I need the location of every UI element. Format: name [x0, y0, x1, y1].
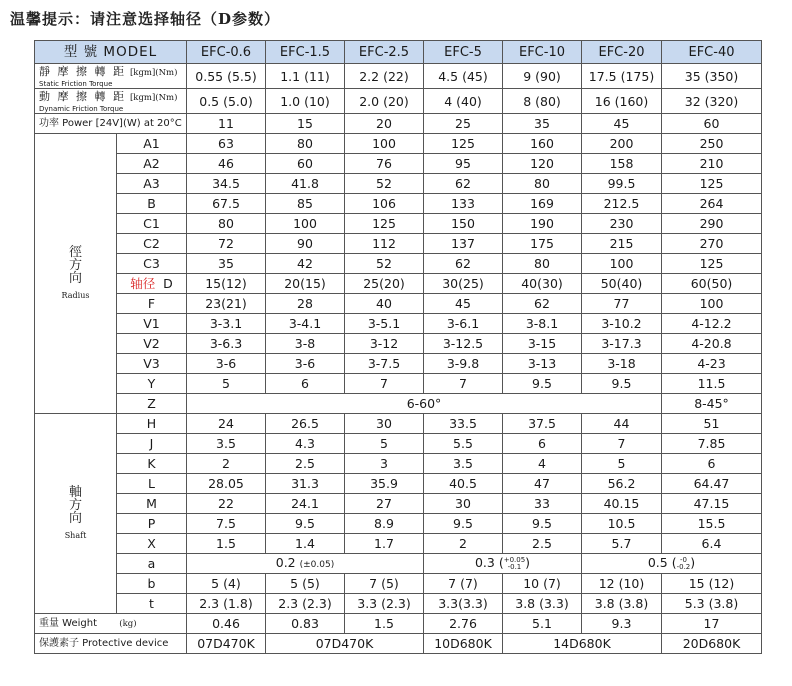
value-cell: 5	[187, 374, 266, 394]
value-cell: 35	[503, 114, 582, 134]
row-label: F	[117, 294, 187, 314]
row-label: V3	[117, 354, 187, 374]
value-cell: 3-6	[187, 354, 266, 374]
value-cell: 32 (320)	[662, 89, 762, 114]
value-cell: 23(21)	[187, 294, 266, 314]
value-cell: 4	[503, 454, 582, 474]
row-label: C2	[117, 234, 187, 254]
value-cell: 3-6.1	[424, 314, 503, 334]
value-cell: 30	[345, 414, 424, 434]
table-row	[35, 354, 762, 374]
merged-cell	[187, 554, 424, 574]
value-cell: 95	[424, 154, 503, 174]
value-cell: 72	[187, 234, 266, 254]
value-cell: 125	[662, 254, 762, 274]
value-cell: 40	[345, 294, 424, 314]
value-cell: 200	[582, 134, 662, 154]
table-row	[35, 554, 762, 574]
value-cell: 28	[266, 294, 345, 314]
value-cell: 8 (80)	[503, 89, 582, 114]
value-cell: 80	[503, 174, 582, 194]
value-cell: 34.5	[187, 174, 266, 194]
group-en: Shaft	[64, 530, 87, 540]
value-cell: 3.8 (3.8)	[582, 594, 662, 614]
table-row	[35, 594, 762, 614]
value-cell: 62	[424, 254, 503, 274]
table-row	[35, 274, 762, 294]
row-label	[117, 274, 187, 294]
row-label: B	[117, 194, 187, 214]
value-cell: 0.83	[266, 614, 345, 634]
power-label: 功率 Power [24V](W) at 20°C	[35, 114, 187, 134]
unit-label: [kgm](Nm)	[129, 68, 178, 78]
model-name: EFC-1.5	[266, 41, 345, 64]
value-cell: 80	[187, 214, 266, 234]
value-cell: 30	[424, 494, 503, 514]
value-cell: 46	[187, 154, 266, 174]
value-cell: 25	[424, 114, 503, 134]
value-cell: 60(50)	[662, 274, 762, 294]
table-row	[35, 174, 762, 194]
value-cell: 76	[345, 154, 424, 174]
value-cell: 212.5	[582, 194, 662, 214]
table-row	[35, 394, 762, 414]
table-row	[35, 494, 762, 514]
group-char: 徑	[68, 244, 82, 260]
value-cell: 190	[503, 214, 582, 234]
group-char: 方	[68, 497, 82, 513]
value-cell: 3-6.3	[187, 334, 266, 354]
value-cell: 24.1	[266, 494, 345, 514]
value-cell: 9.5	[266, 514, 345, 534]
row-label: t	[117, 594, 187, 614]
value-cell: 44	[582, 414, 662, 434]
table-row	[35, 154, 762, 174]
merged-cell: 0.3 ( +0.05 -0.1 )	[424, 554, 582, 574]
value-cell: 17.5 (175)	[582, 64, 662, 89]
value-cell: 3-7.5	[345, 354, 424, 374]
row-label: Y	[117, 374, 187, 394]
value-cell: 12 (10)	[582, 574, 662, 594]
table-row	[35, 314, 762, 334]
value-cell: 56.2	[582, 474, 662, 494]
value-cell: 7.85	[662, 434, 762, 454]
value-cell: 3.3(3.3)	[424, 594, 503, 614]
value-cell: 137	[424, 234, 503, 254]
value-cell: 0.55 (5.5)	[187, 64, 266, 89]
value-cell: 2.0 (20)	[345, 89, 424, 114]
row-label: a	[117, 554, 187, 574]
row-label: K	[117, 454, 187, 474]
value-cell: 25(20)	[345, 274, 424, 294]
value-cell: 45	[582, 114, 662, 134]
row-label: Z	[117, 394, 187, 414]
value-cell: 4.5 (45)	[424, 64, 503, 89]
value-cell: 26.5	[266, 414, 345, 434]
model-name: EFC-2.5	[345, 41, 424, 64]
value-cell: 3-13	[503, 354, 582, 374]
table-row	[35, 534, 762, 554]
table-row	[35, 634, 762, 654]
value-cell: 11	[187, 114, 266, 134]
table-row	[35, 89, 762, 114]
value-cell: 3.3 (2.3)	[345, 594, 424, 614]
value-cell: 30(25)	[424, 274, 503, 294]
value-cell: 3-8	[266, 334, 345, 354]
table-row	[35, 614, 762, 634]
value-cell: 67.5	[187, 194, 266, 214]
value-cell: 3-17.3	[582, 334, 662, 354]
row-label: b	[117, 574, 187, 594]
model-name: EFC-10	[503, 41, 582, 64]
value-cell: 125	[345, 214, 424, 234]
value-cell: 16 (160)	[582, 89, 662, 114]
value-cell: 35	[187, 254, 266, 274]
value-cell: 62	[503, 294, 582, 314]
protective-label: 保護素子 Protective device	[35, 634, 187, 654]
value-cell: 5	[345, 434, 424, 454]
value-cell: 4.3	[266, 434, 345, 454]
tolerance: (±0.05)	[299, 559, 335, 570]
value-cell: 100	[582, 254, 662, 274]
value-cell: 106	[345, 194, 424, 214]
value-cell: 3-12.5	[424, 334, 503, 354]
group-char: 軸	[68, 484, 82, 500]
tol-bottom: -0.2	[676, 562, 691, 571]
value-cell: 0.46	[187, 614, 266, 634]
value-cell: 133	[424, 194, 503, 214]
value-cell: 4 (40)	[424, 89, 503, 114]
row-label: A2	[117, 154, 187, 174]
value-cell: 7 (5)	[345, 574, 424, 594]
value-cell: 50(40)	[582, 274, 662, 294]
value-cell: 52	[345, 254, 424, 274]
value-cell: 5.1	[503, 614, 582, 634]
value-cell: 158	[582, 154, 662, 174]
value-cell: 264	[662, 194, 762, 214]
value-cell: 120	[503, 154, 582, 174]
value-cell: 6	[503, 434, 582, 454]
value-cell: 7	[582, 434, 662, 454]
table-row	[35, 334, 762, 354]
value-cell: 7	[345, 374, 424, 394]
value-cell: 160	[503, 134, 582, 154]
value-cell: 20	[345, 114, 424, 134]
value-cell: 40.15	[582, 494, 662, 514]
model-name: EFC-40	[662, 41, 762, 64]
table-row	[35, 41, 762, 64]
value-cell: 27	[345, 494, 424, 514]
value-cell: 125	[424, 134, 503, 154]
row-label: C3	[117, 254, 187, 274]
table-row	[35, 434, 762, 454]
shaft-diameter-label: 轴径	[130, 276, 156, 291]
value-cell: 215	[582, 234, 662, 254]
shaft-group-label	[35, 414, 117, 614]
static-torque-label	[35, 64, 187, 89]
row-label: A3	[117, 174, 187, 194]
value-cell: 9.5	[582, 374, 662, 394]
row-label: A1	[117, 134, 187, 154]
table-row	[35, 64, 762, 89]
value-cell: 2.2 (22)	[345, 64, 424, 89]
value-cell: 64.47	[662, 474, 762, 494]
row-label: J	[117, 434, 187, 454]
value-cell: 2.3 (2.3)	[266, 594, 345, 614]
tol-bottom: -0.1	[507, 562, 522, 571]
value-cell: 230	[582, 214, 662, 234]
table-row	[35, 414, 762, 434]
value-cell: 15	[266, 114, 345, 134]
table-row	[35, 234, 762, 254]
table-row	[35, 214, 762, 234]
row-label: P	[117, 514, 187, 534]
value-cell: 60	[662, 114, 762, 134]
value-cell: 5	[582, 454, 662, 474]
value-cell: 6	[662, 454, 762, 474]
merged-cell: 6-60°	[187, 394, 662, 414]
unit-label: (kg)	[119, 618, 137, 629]
value-cell: 7 (7)	[424, 574, 503, 594]
value-cell: 8.9	[345, 514, 424, 534]
dynamic-torque-label	[35, 89, 187, 114]
group-char: 方	[68, 257, 82, 273]
value-cell: 47.15	[662, 494, 762, 514]
table-row	[35, 134, 762, 154]
table-row	[35, 454, 762, 474]
value-cell: 15 (12)	[662, 574, 762, 594]
value-cell: 07D470K	[266, 634, 424, 654]
value-cell: 33.5	[424, 414, 503, 434]
label-en: Static Friction Torque	[39, 80, 113, 88]
value-cell: 35 (350)	[662, 64, 762, 89]
value-cell: 17	[662, 614, 762, 634]
table-row	[35, 114, 762, 134]
value-cell: 40(30)	[503, 274, 582, 294]
group-char: 向	[68, 270, 82, 286]
value-cell: 2.5	[503, 534, 582, 554]
value-cell: 63	[187, 134, 266, 154]
row-label: V1	[117, 314, 187, 334]
value-cell: 1.4	[266, 534, 345, 554]
value-cell: 3-3.1	[187, 314, 266, 334]
value-cell: 85	[266, 194, 345, 214]
value-cell: 42	[266, 254, 345, 274]
model-name: EFC-0.6	[187, 41, 266, 64]
value-cell: 15.5	[662, 514, 762, 534]
row-label: H	[117, 414, 187, 434]
value-cell: 1.5	[187, 534, 266, 554]
value-cell: 3-6	[266, 354, 345, 374]
table-row	[35, 254, 762, 274]
group-char: 向	[68, 510, 82, 526]
value-cell: 4-12.2	[662, 314, 762, 334]
value-cell: 7.5	[187, 514, 266, 534]
label-en: Dynamic Friction Torque	[39, 105, 124, 113]
value-cell: 5.3 (3.8)	[662, 594, 762, 614]
label-zh: 動 摩 擦 轉 距	[39, 90, 126, 103]
value-cell: 3-4.1	[266, 314, 345, 334]
value-cell: 40.5	[424, 474, 503, 494]
table-row	[35, 514, 762, 534]
value-cell: 270	[662, 234, 762, 254]
value-cell: 150	[424, 214, 503, 234]
value-cell: 10D680K	[424, 634, 503, 654]
value-cell: 24	[187, 414, 266, 434]
value-cell: 5.5	[424, 434, 503, 454]
value-cell: 3.5	[187, 434, 266, 454]
value-cell: 5 (4)	[187, 574, 266, 594]
value-cell: 3-10.2	[582, 314, 662, 334]
value-cell: 80	[266, 134, 345, 154]
value-cell: 9.5	[503, 374, 582, 394]
table-row	[35, 374, 762, 394]
value-cell: 35.9	[345, 474, 424, 494]
model-name: EFC-5	[424, 41, 503, 64]
value-cell: 3.5	[424, 454, 503, 474]
group-en: Radius	[61, 290, 90, 300]
value-cell: 100	[662, 294, 762, 314]
value-cell: 5 (5)	[266, 574, 345, 594]
value-cell: 6	[266, 374, 345, 394]
value-cell: 3-5.1	[345, 314, 424, 334]
value-cell: 5.7	[582, 534, 662, 554]
value-cell: 3	[345, 454, 424, 474]
value-cell: 10 (7)	[503, 574, 582, 594]
table-row	[35, 574, 762, 594]
value-cell: 100	[266, 214, 345, 234]
value-cell: 2	[187, 454, 266, 474]
value-cell: 20(15)	[266, 274, 345, 294]
table-row	[35, 194, 762, 214]
row-label: C1	[117, 214, 187, 234]
value-cell: 11.5	[662, 374, 762, 394]
value-cell: 37.5	[503, 414, 582, 434]
value-cell: 47	[503, 474, 582, 494]
value-cell: 1.0 (10)	[266, 89, 345, 114]
table-row	[35, 474, 762, 494]
value-cell: 45	[424, 294, 503, 314]
value-cell: 250	[662, 134, 762, 154]
value-cell: 9 (90)	[503, 64, 582, 89]
value-cell: 28.05	[187, 474, 266, 494]
value-cell: 10.5	[582, 514, 662, 534]
value-cell: 33	[503, 494, 582, 514]
row-label: V2	[117, 334, 187, 354]
value-cell: 112	[345, 234, 424, 254]
value-cell: 2.3 (1.8)	[187, 594, 266, 614]
value-cell: 2.76	[424, 614, 503, 634]
value-cell: 0.5 (5.0)	[187, 89, 266, 114]
value-cell: 80	[503, 254, 582, 274]
value-cell: 4-20.8	[662, 334, 762, 354]
value-cell: 8-45°	[662, 394, 762, 414]
merged-cell: 0.5 ( -0 -0.2 )	[582, 554, 762, 574]
value-cell: 07D470K	[187, 634, 266, 654]
unit-label: [kgm](Nm)	[129, 93, 178, 103]
value-cell: 7	[424, 374, 503, 394]
value-cell: 2	[424, 534, 503, 554]
tolerance-main: 0.3	[474, 555, 495, 571]
label-zh: 靜 摩 擦 轉 距	[39, 65, 126, 78]
value-cell: 290	[662, 214, 762, 234]
value-cell: 31.3	[266, 474, 345, 494]
tol-top: +0.05	[503, 555, 526, 564]
model-header: 型 號 MODEL	[35, 41, 187, 64]
model-name: EFC-20	[582, 41, 662, 64]
value-cell: 9.5	[503, 514, 582, 534]
value-cell: 22	[187, 494, 266, 514]
value-cell: 3-8.1	[503, 314, 582, 334]
value-cell: 90	[266, 234, 345, 254]
value-cell: 210	[662, 154, 762, 174]
value-cell: 4-23	[662, 354, 762, 374]
value-cell: 62	[424, 174, 503, 194]
table-row	[35, 294, 762, 314]
value-cell: 3-18	[582, 354, 662, 374]
row-label-text: D	[163, 276, 173, 291]
value-cell: 1.7	[345, 534, 424, 554]
value-cell: 14D680K	[503, 634, 662, 654]
tol-top: -0	[679, 555, 687, 564]
row-label: L	[117, 474, 187, 494]
value-cell: 52	[345, 174, 424, 194]
weight-label	[35, 614, 187, 634]
notice-title: 温馨提示：请注意选择轴径（D参数）	[10, 10, 281, 28]
value-cell: 2.5	[266, 454, 345, 474]
weight-text: 重量 Weight	[39, 617, 98, 629]
value-cell: 77	[582, 294, 662, 314]
value-cell: 9.5	[424, 514, 503, 534]
value-cell: 20D680K	[662, 634, 762, 654]
value-cell: 3-12	[345, 334, 424, 354]
value-cell: 41.8	[266, 174, 345, 194]
value-cell: 15(12)	[187, 274, 266, 294]
value-cell: 1.1 (11)	[266, 64, 345, 89]
tolerance-main: 0.5	[647, 555, 668, 571]
value-cell: 3-9.8	[424, 354, 503, 374]
value-cell: 175	[503, 234, 582, 254]
value-cell: 1.5	[345, 614, 424, 634]
spec-table	[34, 40, 762, 654]
value-cell: 3-15	[503, 334, 582, 354]
value-cell: 60	[266, 154, 345, 174]
value-cell: 169	[503, 194, 582, 214]
value-cell: 125	[662, 174, 762, 194]
tolerance-main: 0.2	[275, 554, 296, 570]
value-cell: 3.8 (3.3)	[503, 594, 582, 614]
value-cell: 6.4	[662, 534, 762, 554]
value-cell: 9.3	[582, 614, 662, 634]
value-cell: 99.5	[582, 174, 662, 194]
row-label: M	[117, 494, 187, 514]
value-cell: 100	[345, 134, 424, 154]
radius-group-label	[35, 134, 117, 414]
value-cell: 51	[662, 414, 762, 434]
row-label: X	[117, 534, 187, 554]
